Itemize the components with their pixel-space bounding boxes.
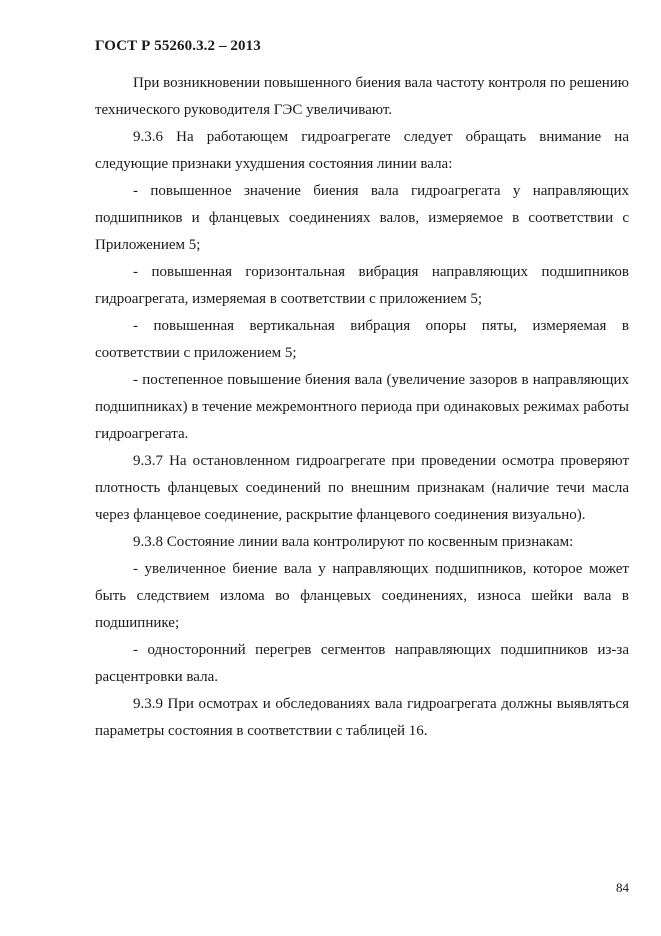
list-item: - постепенное повышение биения вала (увеличение зазоров в направляющих подшипниках) в течение межремонтного периода при одинаковых режимах работы гидроагрегата. <box>95 372 629 442</box>
paragraph-clause-9-3-9: 9.3.9 При осмотрах и обследованиях вала гидроагрегата должны выявляться параметры состояния в соответствии с таблицей 16. <box>95 696 629 739</box>
list-item: - повышенная горизонтальная вибрация направляющих подшипников гидроагрегата, измеряемая в соответствии с приложением 5; <box>95 264 629 307</box>
page-number: 84 <box>616 880 629 895</box>
list-item: - повышенная вертикальная вибрация опоры пяты, измеряемая в соответствии с приложением 5; <box>95 318 629 361</box>
list-item: - повышенное значение биения вала гидроагрегата у направляющих подшипников и фланцевых соединениях валов, измеряемое в соответствии с Приложением 5; <box>95 183 629 253</box>
document-header: ГОСТ Р 55260.3.2 – 2013 <box>95 38 261 54</box>
paragraph-clause-9-3-8: 9.3.8 Состояние линии вала контролируют по косвенным признакам: <box>133 534 574 550</box>
document-body <box>95 70 629 745</box>
list-item: - увеличенное биение вала у направляющих подшипников, которое может быть следствием излома во фланцевых соединениях, износа шейки вала в подшипнике; <box>95 561 629 631</box>
paragraph-clause-9-3-7: 9.3.7 На остановленном гидроагрегате при проведении осмотра проверяют плотность фланцевых соединений по внешним признакам (наличие течи масла через фланцевое соединение, раскрытие фланцевого соединения визуально). <box>95 453 629 523</box>
list-item: - односторонний перегрев сегментов направляющих подшипников из-за расцентровки вала. <box>95 642 629 685</box>
paragraph: При возникновении повышенного биения вала частоту контроля по решению технического руководителя ГЭС увеличивают. <box>95 75 629 118</box>
paragraph-clause-9-3-6: 9.3.6 На работающем гидроагрегате следует обращать внимание на следующие признаки ухудшения состояния линии вала: <box>95 129 629 172</box>
